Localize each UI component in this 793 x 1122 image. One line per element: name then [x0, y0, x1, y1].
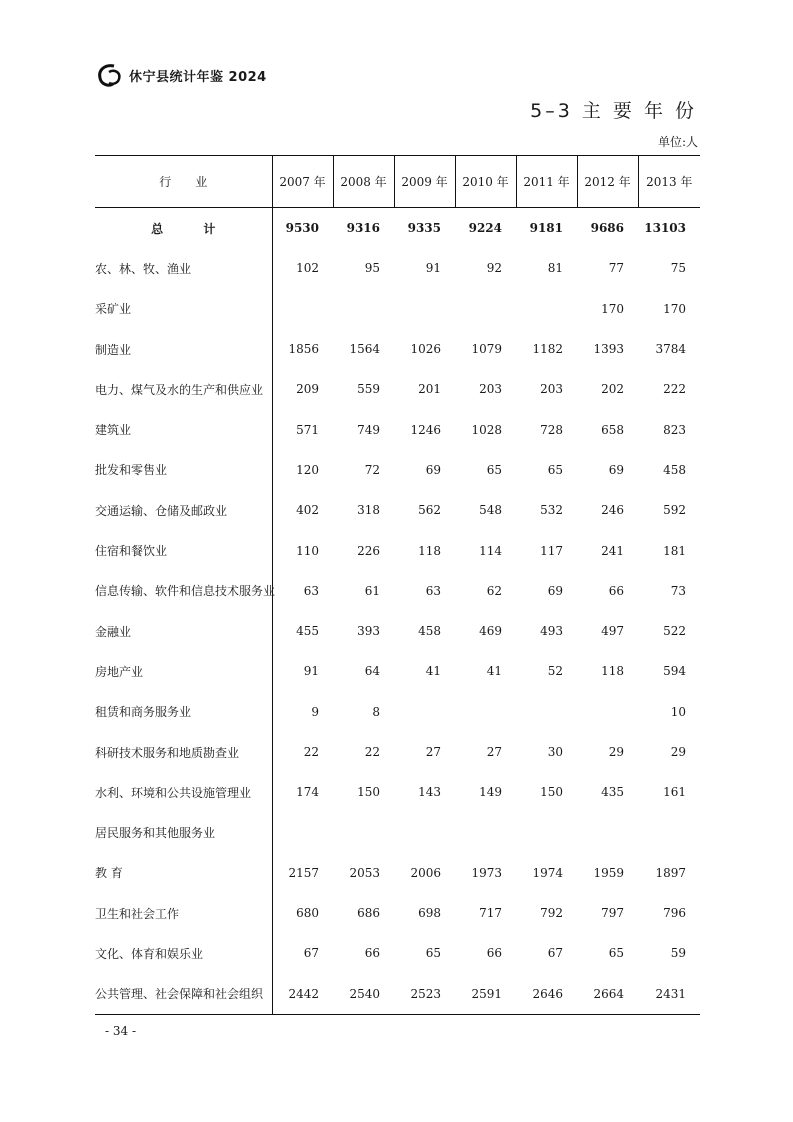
- value-cell: [272, 812, 333, 852]
- value-cell: 27: [486, 745, 502, 759]
- value-cell: 10: [670, 704, 686, 719]
- column-header-year: 2013 年: [638, 156, 700, 208]
- value-cell: [394, 692, 455, 732]
- value-cell: 2591: [455, 974, 516, 1015]
- industry-label: 采矿业: [95, 289, 272, 329]
- industry-label: 农、林、牧、渔业: [95, 248, 272, 288]
- value-cell: 1974: [532, 865, 563, 880]
- value-cell: 72: [364, 462, 380, 477]
- table-row: [95, 329, 700, 369]
- value-cell: 75: [670, 261, 686, 276]
- value-cell: [333, 289, 394, 329]
- employment-table: [95, 155, 700, 1015]
- industry-label: 水利、环境和公共设施管理业: [95, 772, 272, 812]
- value-cell: 67: [547, 946, 563, 961]
- value-cell: 143: [418, 785, 441, 800]
- industry-label: 居民服务和其他服务业: [95, 812, 272, 852]
- value-cell: 458: [663, 462, 686, 477]
- value-cell: 22: [303, 745, 319, 759]
- value-cell: 9686: [590, 221, 624, 236]
- column-header-year: 2010 年: [455, 156, 516, 208]
- value-cell: 435: [601, 785, 624, 800]
- value-cell: 592: [663, 503, 686, 518]
- value-cell: 91: [425, 261, 441, 276]
- column-header-year: 2011 年: [516, 156, 577, 208]
- value-cell: 698: [418, 906, 441, 921]
- value-cell: 29: [608, 745, 624, 759]
- value-cell: [272, 289, 333, 329]
- value-cell: 469: [479, 624, 502, 639]
- value-cell: 318: [357, 503, 380, 518]
- value-cell: [516, 692, 577, 732]
- value-cell: 13103: [644, 221, 686, 236]
- value-cell: 203: [540, 382, 563, 397]
- value-cell: 402: [296, 503, 319, 518]
- value-cell: 29: [670, 745, 686, 759]
- value-cell: 1026: [410, 342, 441, 357]
- value-cell: 201: [418, 382, 441, 397]
- value-cell: 65: [547, 462, 563, 477]
- value-cell: 522: [663, 624, 686, 639]
- value-cell: [394, 289, 455, 329]
- value-cell: 149: [479, 785, 502, 800]
- value-cell: 548: [479, 503, 502, 518]
- industry-label: 电力、煤气及水的生产和供应业: [95, 369, 272, 409]
- value-cell: 562: [418, 503, 441, 518]
- table-row: [95, 974, 700, 1015]
- column-header-industry: 行 业: [95, 156, 272, 208]
- industry-label: 住宿和餐饮业: [95, 530, 272, 570]
- value-cell: 2442: [272, 974, 333, 1015]
- value-cell: [577, 812, 638, 852]
- value-cell: 77: [608, 261, 624, 276]
- value-cell: 114: [479, 543, 502, 558]
- value-cell: 686: [357, 906, 380, 921]
- value-cell: 594: [663, 664, 686, 679]
- value-cell: 66: [486, 946, 502, 961]
- value-cell: 8: [372, 704, 380, 719]
- table-title: 5–3 主 要 年 份: [530, 100, 697, 122]
- value-cell: 181: [663, 543, 686, 558]
- industry-label: 卫生和社会工作: [95, 893, 272, 933]
- unit-label: 单位:人: [657, 135, 698, 149]
- value-cell: 1079: [471, 342, 502, 357]
- value-cell: 170: [601, 301, 624, 316]
- value-cell: 532: [540, 503, 563, 518]
- table-row: [95, 651, 700, 691]
- value-cell: 120: [296, 462, 319, 477]
- page-number: - 34 -: [105, 1024, 137, 1038]
- table-row: [95, 571, 700, 611]
- value-cell: [394, 812, 455, 852]
- table-row: [95, 692, 700, 732]
- value-cell: 823: [663, 422, 686, 437]
- value-cell: 717: [479, 906, 502, 921]
- table-row: [95, 369, 700, 409]
- value-cell: 30: [547, 745, 563, 759]
- value-cell: 1897: [655, 865, 686, 880]
- value-cell: 202: [601, 382, 624, 397]
- value-cell: 73: [670, 583, 686, 598]
- table-row: [95, 772, 700, 812]
- value-cell: 118: [418, 543, 441, 558]
- column-header-year: 2007 年: [272, 156, 333, 208]
- value-cell: 1246: [410, 422, 441, 437]
- value-cell: 117: [540, 543, 563, 558]
- value-cell: 41: [486, 664, 502, 679]
- value-cell: 69: [608, 462, 624, 477]
- value-cell: 9316: [346, 221, 380, 236]
- industry-label: 租赁和商务服务业: [95, 692, 272, 732]
- value-cell: 92: [486, 261, 502, 276]
- table-body: [95, 208, 700, 1015]
- value-cell: 2664: [577, 974, 638, 1015]
- industry-label: 批发和零售业: [95, 450, 272, 490]
- page-header: [95, 60, 267, 90]
- table-row: [95, 611, 700, 651]
- value-cell: 9224: [468, 221, 502, 236]
- value-cell: [455, 289, 516, 329]
- value-cell: 110: [296, 543, 319, 558]
- value-cell: 1959: [593, 865, 624, 880]
- value-cell: 27: [425, 745, 441, 759]
- value-cell: 209: [296, 382, 319, 397]
- value-cell: 150: [540, 785, 563, 800]
- value-cell: 65: [608, 946, 624, 961]
- value-cell: 2053: [349, 865, 380, 880]
- table-row: [95, 732, 700, 772]
- value-cell: 9335: [407, 221, 441, 236]
- value-cell: [516, 289, 577, 329]
- value-cell: 65: [486, 462, 502, 477]
- value-cell: 658: [601, 422, 624, 437]
- value-cell: 118: [601, 664, 624, 679]
- value-cell: 170: [663, 301, 686, 316]
- value-cell: 797: [601, 906, 624, 921]
- yearbook-logo-icon: [95, 60, 125, 90]
- table-row: [95, 409, 700, 449]
- value-cell: [516, 812, 577, 852]
- value-cell: 246: [601, 503, 624, 518]
- value-cell: 61: [364, 583, 380, 598]
- column-header-year: 2008 年: [333, 156, 394, 208]
- value-cell: 63: [425, 583, 441, 598]
- value-cell: 222: [663, 382, 686, 397]
- total-row: [95, 208, 700, 249]
- value-cell: 64: [364, 664, 380, 679]
- value-cell: 728: [540, 422, 563, 437]
- industry-label: 科研技术服务和地质勘查业: [95, 732, 272, 772]
- value-cell: 749: [357, 422, 380, 437]
- value-cell: [333, 812, 394, 852]
- value-cell: [577, 692, 638, 732]
- value-cell: 2006: [410, 865, 441, 880]
- yearbook-title: 休宁县统计年鉴 2024: [129, 69, 267, 85]
- industry-label: 总 计: [95, 208, 272, 249]
- value-cell: 9: [311, 704, 319, 719]
- column-header-year: 2012 年: [577, 156, 638, 208]
- industry-label: 交通运输、仓储及邮政业: [95, 490, 272, 530]
- value-cell: 65: [425, 946, 441, 961]
- value-cell: 81: [547, 261, 563, 276]
- value-cell: 2157: [288, 865, 319, 880]
- value-cell: 161: [663, 785, 686, 800]
- value-cell: 95: [364, 261, 380, 276]
- value-cell: 59: [670, 946, 686, 961]
- value-cell: 680: [296, 906, 319, 921]
- value-cell: 1182: [532, 342, 563, 357]
- value-cell: 150: [357, 785, 380, 800]
- value-cell: 203: [479, 382, 502, 397]
- industry-label: 制造业: [95, 329, 272, 369]
- industry-label: 建筑业: [95, 409, 272, 449]
- value-cell: [638, 812, 700, 852]
- column-header-year: 2009 年: [394, 156, 455, 208]
- table-row: [95, 490, 700, 530]
- value-cell: 69: [425, 462, 441, 477]
- industry-label: 信息传输、软件和信息技术服务业: [95, 571, 272, 611]
- table-row: [95, 530, 700, 570]
- value-cell: 66: [608, 583, 624, 598]
- value-cell: 493: [540, 624, 563, 639]
- table-row: [95, 853, 700, 893]
- table-header-row: [95, 156, 700, 208]
- value-cell: 1564: [349, 342, 380, 357]
- value-cell: 1028: [471, 422, 502, 437]
- value-cell: 52: [547, 664, 563, 679]
- value-cell: 2523: [394, 974, 455, 1015]
- table-row: [95, 933, 700, 973]
- value-cell: [455, 692, 516, 732]
- value-cell: 559: [357, 382, 380, 397]
- table-row: [95, 812, 700, 852]
- value-cell: 2431: [638, 974, 700, 1015]
- value-cell: 393: [357, 624, 380, 639]
- value-cell: 455: [296, 624, 319, 639]
- value-cell: 241: [601, 543, 624, 558]
- industry-label: 房地产业: [95, 651, 272, 691]
- industry-label: 文化、体育和娱乐业: [95, 933, 272, 973]
- table-row: [95, 289, 700, 329]
- value-cell: 226: [357, 543, 380, 558]
- value-cell: 792: [540, 906, 563, 921]
- industry-label: 金融业: [95, 611, 272, 651]
- value-cell: 458: [418, 624, 441, 639]
- value-cell: 571: [296, 422, 319, 437]
- value-cell: 41: [425, 664, 441, 679]
- value-cell: 67: [303, 946, 319, 961]
- value-cell: 1393: [593, 342, 624, 357]
- value-cell: 102: [296, 261, 319, 276]
- value-cell: 497: [601, 624, 624, 639]
- value-cell: 22: [364, 745, 380, 759]
- table-row: [95, 248, 700, 288]
- value-cell: 62: [486, 583, 502, 598]
- industry-label: 公共管理、社会保障和社会组织: [95, 974, 272, 1015]
- table-row: [95, 893, 700, 933]
- table-row: [95, 450, 700, 490]
- value-cell: 9181: [529, 221, 563, 236]
- value-cell: 69: [547, 583, 563, 598]
- value-cell: 63: [303, 583, 319, 598]
- value-cell: 174: [296, 785, 319, 800]
- value-cell: 66: [364, 946, 380, 961]
- value-cell: 796: [663, 906, 686, 921]
- value-cell: 2646: [516, 974, 577, 1015]
- value-cell: 3784: [655, 342, 686, 357]
- value-cell: 9530: [285, 221, 319, 236]
- value-cell: 1973: [471, 865, 502, 880]
- value-cell: 2540: [333, 974, 394, 1015]
- value-cell: 1856: [288, 342, 319, 357]
- value-cell: [455, 812, 516, 852]
- value-cell: 91: [303, 664, 319, 679]
- industry-label: 教 育: [95, 853, 272, 893]
